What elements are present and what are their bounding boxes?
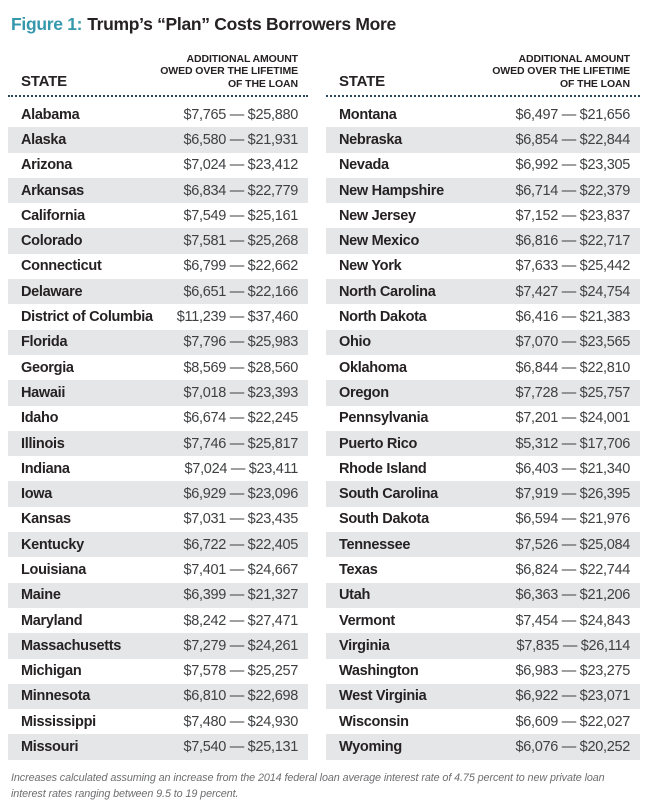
amount-range: $7,526 — $25,084 bbox=[515, 536, 630, 553]
amount-range: $6,816 — $22,717 bbox=[515, 233, 630, 250]
amount-range: $6,854 — $22,844 bbox=[515, 131, 630, 148]
table-row bbox=[326, 709, 640, 734]
table-row bbox=[326, 507, 640, 532]
state-name: South Carolina bbox=[339, 486, 438, 503]
figure-title-text: Trump’s “Plan” Costs Borrowers More bbox=[87, 14, 396, 34]
table-row bbox=[8, 456, 308, 481]
amount-header-line-2: OWED OVER THE LIFETIME bbox=[160, 65, 298, 78]
state-name: New York bbox=[339, 258, 402, 275]
table-row bbox=[326, 380, 640, 405]
state-name: Virginia bbox=[339, 637, 390, 654]
state-name: Idaho bbox=[21, 410, 59, 427]
state-name: California bbox=[21, 207, 85, 224]
table-row bbox=[8, 330, 308, 355]
table-row bbox=[326, 153, 640, 178]
amount-range: $7,454 — $24,843 bbox=[515, 612, 630, 629]
table-row bbox=[8, 279, 308, 304]
amount-range: $6,810 — $22,698 bbox=[183, 688, 298, 705]
state-name: Wisconsin bbox=[339, 713, 409, 730]
table-body bbox=[326, 102, 640, 760]
table-row bbox=[8, 633, 308, 658]
amount-header-line-1: ADDITIONAL AMOUNT bbox=[186, 52, 298, 65]
amount-range: $7,018 — $23,393 bbox=[183, 384, 298, 401]
state-name: Illinois bbox=[21, 435, 65, 452]
amount-range: $7,427 — $24,754 bbox=[515, 283, 630, 300]
table-row bbox=[8, 153, 308, 178]
amount-range: $6,651 — $22,166 bbox=[183, 283, 298, 300]
amount-column-header bbox=[492, 53, 630, 90]
amount-range: $6,834 — $22,779 bbox=[183, 182, 298, 199]
state-name: Connecticut bbox=[21, 258, 102, 275]
state-name: Louisiana bbox=[21, 561, 86, 578]
table-row bbox=[326, 178, 640, 203]
amount-range: $6,399 — $21,327 bbox=[183, 587, 298, 604]
table-row bbox=[8, 406, 308, 431]
amount-range: $6,076 — $20,252 bbox=[515, 739, 630, 756]
state-name: South Dakota bbox=[339, 511, 429, 528]
amount-range: $6,983 — $23,275 bbox=[515, 663, 630, 680]
amount-range: $7,728 — $25,757 bbox=[515, 384, 630, 401]
state-name: Hawaii bbox=[21, 384, 66, 401]
state-name: Indiana bbox=[21, 460, 70, 477]
state-name: Nebraska bbox=[339, 131, 402, 148]
state-name: Delaware bbox=[21, 283, 83, 300]
table-row bbox=[326, 456, 640, 481]
table-row bbox=[326, 279, 640, 304]
figure-footnote: Increases calculated assuming an increase from the 2014 federal loan average interest rate of 4.75 percent to new private loan interest rates ranging between 9.5 to 19 percent. bbox=[11, 771, 605, 800]
amount-header-line-3: OF THE LOAN bbox=[227, 77, 298, 90]
table-row bbox=[8, 734, 308, 759]
state-name: Kentucky bbox=[21, 536, 84, 553]
table-row bbox=[326, 734, 640, 759]
table-header bbox=[8, 48, 308, 97]
amount-range: $7,919 — $26,395 bbox=[515, 486, 630, 503]
state-name: Nevada bbox=[339, 157, 389, 174]
amount-range: $7,279 — $24,261 bbox=[183, 637, 298, 654]
amount-range: $7,835 — $26,114 bbox=[516, 637, 630, 654]
amount-range: $6,992 — $23,305 bbox=[515, 157, 630, 174]
table-row bbox=[326, 684, 640, 709]
amount-range: $8,569 — $28,560 bbox=[183, 359, 298, 376]
table-row bbox=[8, 355, 308, 380]
amount-header-line-1: ADDITIONAL AMOUNT bbox=[518, 52, 630, 65]
state-name: Minnesota bbox=[21, 688, 91, 705]
table-row bbox=[326, 254, 640, 279]
table-body bbox=[8, 102, 308, 760]
state-name: Maryland bbox=[21, 612, 83, 629]
state-name: District of Columbia bbox=[21, 309, 153, 326]
amount-range: $7,070 — $23,565 bbox=[515, 334, 630, 351]
amount-range: $7,633 — $25,442 bbox=[515, 258, 630, 275]
table-row bbox=[326, 127, 640, 152]
amount-range: $7,401 — $24,667 bbox=[183, 561, 298, 578]
amount-range: $6,799 — $22,662 bbox=[183, 258, 298, 275]
table-row bbox=[326, 481, 640, 506]
table-row bbox=[326, 102, 640, 127]
state-name: Rhode Island bbox=[339, 460, 427, 477]
table-row bbox=[8, 583, 308, 608]
amount-range: $6,363 — $21,206 bbox=[515, 587, 630, 604]
state-name: Arizona bbox=[21, 157, 73, 174]
amount-range: $6,844 — $22,810 bbox=[515, 359, 630, 376]
amount-range: $7,549 — $25,161 bbox=[183, 207, 298, 224]
table-row bbox=[326, 431, 640, 456]
state-name: Georgia bbox=[21, 359, 74, 376]
state-name: Arkansas bbox=[21, 182, 84, 199]
table-row bbox=[8, 709, 308, 734]
state-name: Maine bbox=[21, 587, 61, 604]
amount-range: $6,609 — $22,027 bbox=[515, 713, 630, 730]
state-name: North Carolina bbox=[339, 283, 436, 300]
amount-range: $8,242 — $27,471 bbox=[183, 612, 298, 629]
state-name: Iowa bbox=[21, 486, 53, 503]
state-name: Texas bbox=[339, 561, 378, 578]
amount-range: $7,746 — $25,817 bbox=[183, 435, 298, 452]
state-name: Colorado bbox=[21, 233, 83, 250]
table-row bbox=[326, 659, 640, 684]
state-tables bbox=[8, 48, 640, 760]
state-name: Oklahoma bbox=[339, 359, 407, 376]
table-row bbox=[8, 228, 308, 253]
state-table-left bbox=[8, 48, 308, 760]
state-name: Vermont bbox=[339, 612, 395, 629]
state-column-header: STATE bbox=[21, 73, 67, 90]
state-name: Michigan bbox=[21, 663, 82, 680]
amount-range: $7,024 — $23,411 bbox=[184, 460, 298, 477]
table-row bbox=[326, 330, 640, 355]
table-row bbox=[8, 304, 308, 329]
table-row bbox=[326, 532, 640, 557]
state-name: Kansas bbox=[21, 511, 71, 528]
table-row bbox=[8, 203, 308, 228]
figure-title bbox=[11, 14, 640, 35]
amount-range: $5,312 — $17,706 bbox=[515, 435, 630, 452]
amount-range: $7,201 — $24,001 bbox=[515, 410, 630, 427]
table-row bbox=[8, 127, 308, 152]
table-row bbox=[326, 633, 640, 658]
amount-range: $7,480 — $24,930 bbox=[183, 713, 298, 730]
amount-range: $6,594 — $21,976 bbox=[515, 511, 630, 528]
amount-range: $6,722 — $22,405 bbox=[183, 536, 298, 553]
table-row bbox=[326, 608, 640, 633]
amount-range: $7,152 — $23,837 bbox=[515, 207, 630, 224]
table-row bbox=[326, 406, 640, 431]
state-name: Tennessee bbox=[339, 536, 411, 553]
amount-range: $7,765 — $25,880 bbox=[183, 106, 298, 123]
table-row bbox=[8, 254, 308, 279]
table-row bbox=[326, 228, 640, 253]
table-row bbox=[8, 557, 308, 582]
table-row bbox=[8, 481, 308, 506]
amount-range: $11,239 — $37,460 bbox=[176, 309, 298, 326]
state-name: North Dakota bbox=[339, 309, 427, 326]
state-name: New Jersey bbox=[339, 207, 416, 224]
state-name: Pennsylvania bbox=[339, 410, 429, 427]
table-row bbox=[8, 380, 308, 405]
table-row bbox=[326, 203, 640, 228]
state-name: Ohio bbox=[339, 334, 371, 351]
table-row bbox=[8, 659, 308, 684]
amount-range: $6,922 — $23,071 bbox=[515, 688, 630, 705]
table-row bbox=[8, 178, 308, 203]
amount-header-line-2: OWED OVER THE LIFETIME bbox=[492, 65, 630, 78]
state-name: Alaska bbox=[21, 131, 66, 148]
state-name: Mississippi bbox=[21, 713, 96, 730]
amount-range: $7,540 — $25,131 bbox=[183, 739, 298, 756]
state-name: Missouri bbox=[21, 739, 79, 756]
state-column-header: STATE bbox=[339, 73, 385, 90]
amount-range: $6,714 — $22,379 bbox=[515, 182, 630, 199]
amount-range: $7,796 — $25,983 bbox=[183, 334, 298, 351]
amount-range: $6,403 — $21,340 bbox=[515, 460, 630, 477]
state-name: New Hampshire bbox=[339, 182, 444, 199]
state-name: Utah bbox=[339, 587, 371, 604]
table-row bbox=[8, 507, 308, 532]
amount-header-line-3: OF THE LOAN bbox=[559, 77, 630, 90]
state-table-right bbox=[326, 48, 640, 760]
state-name: Florida bbox=[21, 334, 68, 351]
amount-range: $6,824 — $22,744 bbox=[515, 561, 630, 578]
amount-range: $6,580 — $21,931 bbox=[183, 131, 298, 148]
table-row bbox=[8, 532, 308, 557]
amount-range: $6,497 — $21,656 bbox=[515, 106, 630, 123]
state-name: West Virginia bbox=[339, 688, 427, 705]
state-name: New Mexico bbox=[339, 233, 419, 250]
state-name: Wyoming bbox=[339, 739, 402, 756]
state-name: Washington bbox=[339, 663, 419, 680]
amount-range: $6,929 — $23,096 bbox=[183, 486, 298, 503]
state-name: Oregon bbox=[339, 384, 389, 401]
amount-range: $7,031 — $23,435 bbox=[183, 511, 298, 528]
table-row bbox=[8, 684, 308, 709]
state-name: Massachusetts bbox=[21, 637, 122, 654]
state-name: Montana bbox=[339, 106, 397, 123]
table-header bbox=[326, 48, 640, 97]
amount-column-header bbox=[160, 53, 298, 90]
table-row bbox=[8, 431, 308, 456]
table-row bbox=[326, 583, 640, 608]
table-row bbox=[326, 304, 640, 329]
state-name: Puerto Rico bbox=[339, 435, 418, 452]
amount-range: $7,581 — $25,268 bbox=[183, 233, 298, 250]
amount-range: $6,416 — $21,383 bbox=[515, 309, 630, 326]
state-name: Alabama bbox=[21, 106, 80, 123]
table-row bbox=[8, 608, 308, 633]
table-row bbox=[8, 102, 308, 127]
amount-range: $7,578 — $25,257 bbox=[183, 663, 298, 680]
table-row bbox=[326, 355, 640, 380]
amount-range: $7,024 — $23,412 bbox=[183, 157, 298, 174]
figure-label: Figure 1: bbox=[11, 14, 83, 34]
amount-range: $6,674 — $22,245 bbox=[183, 410, 298, 427]
table-row bbox=[326, 557, 640, 582]
